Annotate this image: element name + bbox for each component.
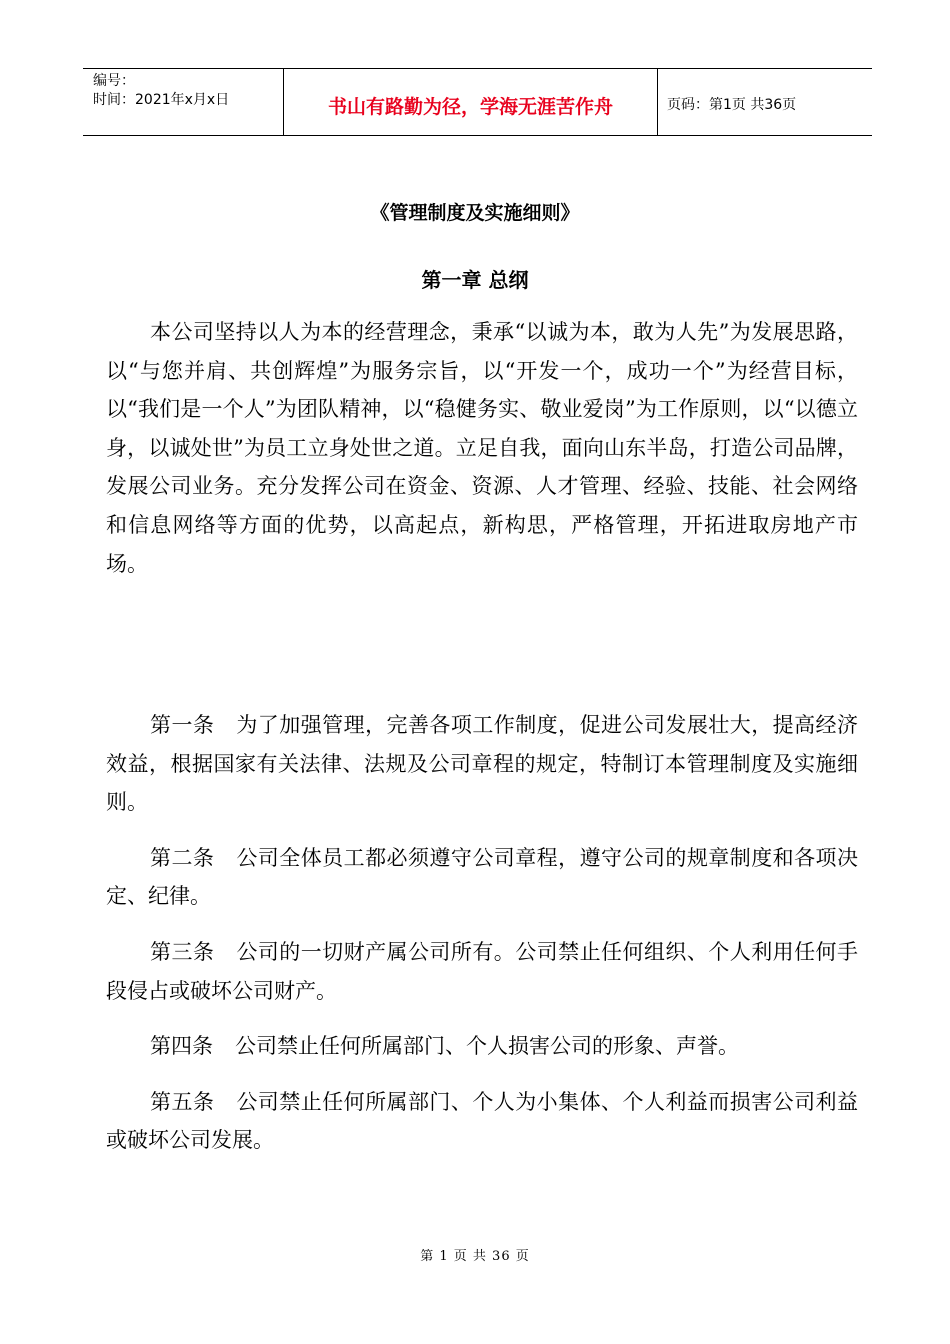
- article-item: [106, 1083, 858, 1160]
- document-header: [83, 68, 872, 136]
- page-info-text: 页码：第1页 共36页: [667, 97, 797, 113]
- article-number: 第四条: [150, 1034, 213, 1059]
- article-item: [106, 933, 858, 1010]
- serial-number-label: 编号：: [93, 73, 135, 89]
- chapter-title: 第一章 总纲: [421, 268, 529, 292]
- article-number: 第三条: [150, 939, 215, 964]
- intro-paragraph: 本公司坚持以人为本的经营理念，秉承“以诚为本，敢为人先”为发展思路，以“与您并肩、共创辉煌”为服务宗旨，以“开发一个，成功一个”为经营目标，以“我们是一个人”为团队精神，以“稳健务实、敬业爱岗”为工作原则，以“以德立身，以诚处世”为员工立身处世之道。立足自我，面向山东半岛，打造公司品牌，发展公司业务。充分发挥公司在资金、资源、人才管理、经验、技能、社会网络和信息网络等方面的优势，以高起点，新构思，严格管理，开拓进取房地产市场。: [106, 320, 858, 576]
- article-number: 第一条: [150, 713, 215, 737]
- article-item: [106, 1027, 858, 1066]
- date-label: 时间：2021年x月x日: [93, 92, 230, 108]
- article-text: 公司禁止任何所属部门、个人为小集体、个人利益而损害公司利益或破坏公司发展。: [106, 1089, 859, 1153]
- header-page-cell: [658, 69, 872, 135]
- article-text: 公司全体员工都必须遵守公司章程，遵守公司的规章制度和各项决定、纪律。: [106, 845, 859, 909]
- articles-list: [106, 706, 858, 1177]
- article-text: 为了加强管理，完善各项工作制度，促进公司发展壮大，提高经济效益，根据国家有关法律、法规及公司章程的规定，特制订本管理制度及实施细则。: [106, 713, 859, 815]
- motto-text: 书山有路勤为径，学海无涯苦作舟: [327, 95, 613, 118]
- article-item: [106, 706, 858, 822]
- document-title: 《管理制度及实施细则》: [370, 202, 580, 224]
- article-item: [106, 839, 858, 916]
- header-motto-cell: [284, 69, 658, 135]
- article-number: 第二条: [150, 845, 215, 870]
- article-text: 公司的一切财产属公司所有。公司禁止任何组织、个人利用任何手段侵占或破坏公司财产。: [106, 939, 859, 1003]
- article-text: 公司禁止任何所属部门、个人损害公司的形象、声誉。: [235, 1034, 739, 1059]
- article-number: 第五条: [150, 1089, 215, 1114]
- page-footer: 第 1 页 共 36 页: [420, 1249, 530, 1264]
- header-meta-cell: [83, 69, 284, 135]
